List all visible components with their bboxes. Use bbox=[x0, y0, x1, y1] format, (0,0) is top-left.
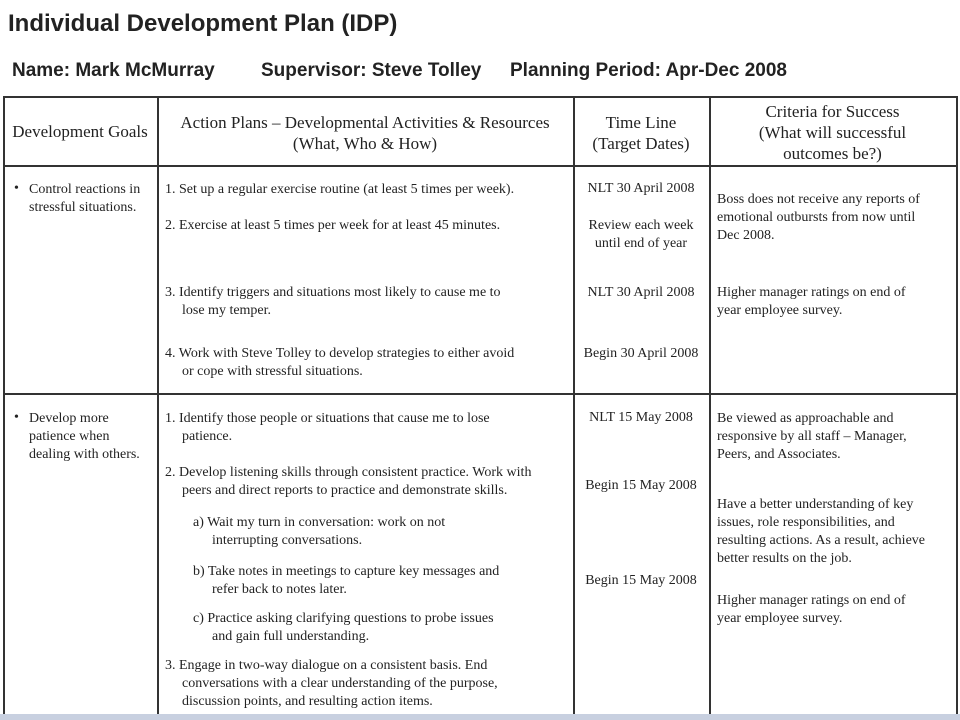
action-2-1-line1: 1. Identify those people or situations that cause me to lose bbox=[165, 411, 490, 426]
header-criteria-line3: outcomes be?) bbox=[783, 144, 882, 163]
col-divider-timeline bbox=[709, 96, 711, 720]
header-timeline bbox=[573, 112, 709, 154]
action-2-3-line3: discussion points, and resulting action items. bbox=[182, 694, 433, 709]
criteria-1-1-line3: Dec 2008. bbox=[717, 228, 775, 243]
goal-2-line2: patience when bbox=[29, 429, 110, 444]
action-1-3-line1: 3. Identify triggers and situations most likely to cause me to bbox=[165, 285, 501, 300]
goal-2-line1: Develop more bbox=[29, 411, 109, 426]
header-criteria-line1: Criteria for Success bbox=[765, 102, 900, 121]
header-actions-line2: (What, Who & How) bbox=[292, 134, 438, 153]
action-2-2b-line1: b) Take notes in meetings to capture key messages and bbox=[193, 564, 500, 579]
timeline-2-1: NLT 15 May 2008 bbox=[589, 410, 693, 425]
header-goals-label: Development Goals bbox=[12, 122, 148, 141]
header-actions-line1: Action Plans – Developmental Activities & Resources bbox=[180, 113, 550, 132]
criteria-1-2-line1: Higher manager ratings on end of bbox=[717, 285, 906, 300]
table-top-border bbox=[3, 96, 957, 98]
header-criteria-line2: (What will successful bbox=[758, 123, 907, 142]
timeline-1-2-line2: until end of year bbox=[594, 236, 688, 251]
timeline-2-3: Begin 15 May 2008 bbox=[585, 573, 697, 588]
action-1-3-line2: lose my temper. bbox=[182, 303, 272, 318]
header-divider bbox=[3, 165, 957, 167]
criteria-2-2-line3: resulting actions. As a result, achieve bbox=[717, 533, 925, 548]
criteria-2-1-line2: responsive by all staff – Manager, bbox=[717, 429, 907, 444]
criteria-2-3-line2: year employee survey. bbox=[717, 611, 843, 626]
timeline-1-4: Begin 30 April 2008 bbox=[583, 346, 699, 361]
idp-table bbox=[0, 96, 960, 720]
action-2-1-line2: patience. bbox=[182, 429, 233, 444]
timeline-1-2-line1: Review each week bbox=[588, 218, 694, 233]
goal-2-line3: dealing with others. bbox=[29, 447, 140, 462]
goal-1-line1: Control reactions in bbox=[29, 182, 141, 197]
table-right-border bbox=[956, 96, 958, 720]
action-2-2a-line2: interrupting conversations. bbox=[212, 533, 363, 548]
criteria-2-1-line1: Be viewed as approachable and bbox=[717, 411, 894, 426]
action-2-2b-line2: refer back to notes later. bbox=[212, 582, 347, 597]
action-1-4-line1: 4. Work with Steve Tolley to develop strategies to either avoid bbox=[165, 346, 515, 361]
criteria-2-2-line4: better results on the job. bbox=[717, 551, 852, 566]
criteria-2-2-line1: Have a better understanding of key bbox=[717, 497, 914, 512]
criteria-1-2-line2: year employee survey. bbox=[717, 303, 843, 318]
section-divider bbox=[3, 393, 957, 395]
criteria-2-1-line3: Peers, and Associates. bbox=[717, 447, 841, 462]
header-timeline-line1: Time Line bbox=[605, 113, 677, 132]
employee-name: Name: Mark McMurray bbox=[12, 60, 215, 81]
action-2-2-line1: 2. Develop listening skills through consistent practice. Work with bbox=[165, 465, 532, 480]
action-2-2-line2: peers and direct reports to practice and demonstrate skills. bbox=[182, 483, 508, 498]
bottom-strip bbox=[0, 714, 960, 720]
supervisor-name: Supervisor: Steve Tolley bbox=[261, 60, 482, 81]
table-left-border bbox=[3, 96, 5, 720]
timeline-1-1: NLT 30 April 2008 bbox=[587, 181, 695, 196]
action-1-4-line2: or cope with stressful situations. bbox=[182, 364, 363, 379]
document-title: Individual Development Plan (IDP) bbox=[8, 10, 398, 37]
criteria-1-1-line1: Boss does not receive any reports of bbox=[717, 192, 920, 207]
criteria-2-3-line1: Higher manager ratings on end of bbox=[717, 593, 906, 608]
timeline-2-2: Begin 15 May 2008 bbox=[585, 478, 697, 493]
criteria-2-2-line2: issues, role responsibilities, and bbox=[717, 515, 895, 530]
header-criteria bbox=[709, 101, 956, 164]
criteria-1-1-line2: emotional outbursts from now until bbox=[717, 210, 916, 225]
col-divider-goals bbox=[157, 96, 159, 720]
timeline-1-3: NLT 30 April 2008 bbox=[587, 285, 695, 300]
header-goals bbox=[3, 121, 157, 142]
action-2-2c-line1: c) Practice asking clarifying questions to probe issues bbox=[193, 611, 494, 626]
action-1-2: 2. Exercise at least 5 times per week for at least 45 minutes. bbox=[165, 218, 501, 233]
header-actions bbox=[157, 112, 573, 154]
bullet-icon: • bbox=[14, 410, 19, 425]
action-2-3-line2: conversations with a clear understanding of the purpose, bbox=[182, 676, 498, 691]
goal-1-line2: stressful situations. bbox=[29, 200, 137, 215]
bullet-icon: • bbox=[14, 181, 19, 196]
action-2-3-line1: 3. Engage in two-way dialogue on a consistent basis. End bbox=[165, 658, 488, 673]
header-timeline-line2: (Target Dates) bbox=[592, 134, 690, 153]
action-2-2c-line2: and gain full understanding. bbox=[212, 629, 370, 644]
planning-period: Planning Period: Apr-Dec 2008 bbox=[510, 60, 787, 81]
action-1-1: 1. Set up a regular exercise routine (at least 5 times per week). bbox=[165, 182, 515, 197]
action-2-2a-line1: a) Wait my turn in conversation: work on not bbox=[193, 515, 446, 530]
